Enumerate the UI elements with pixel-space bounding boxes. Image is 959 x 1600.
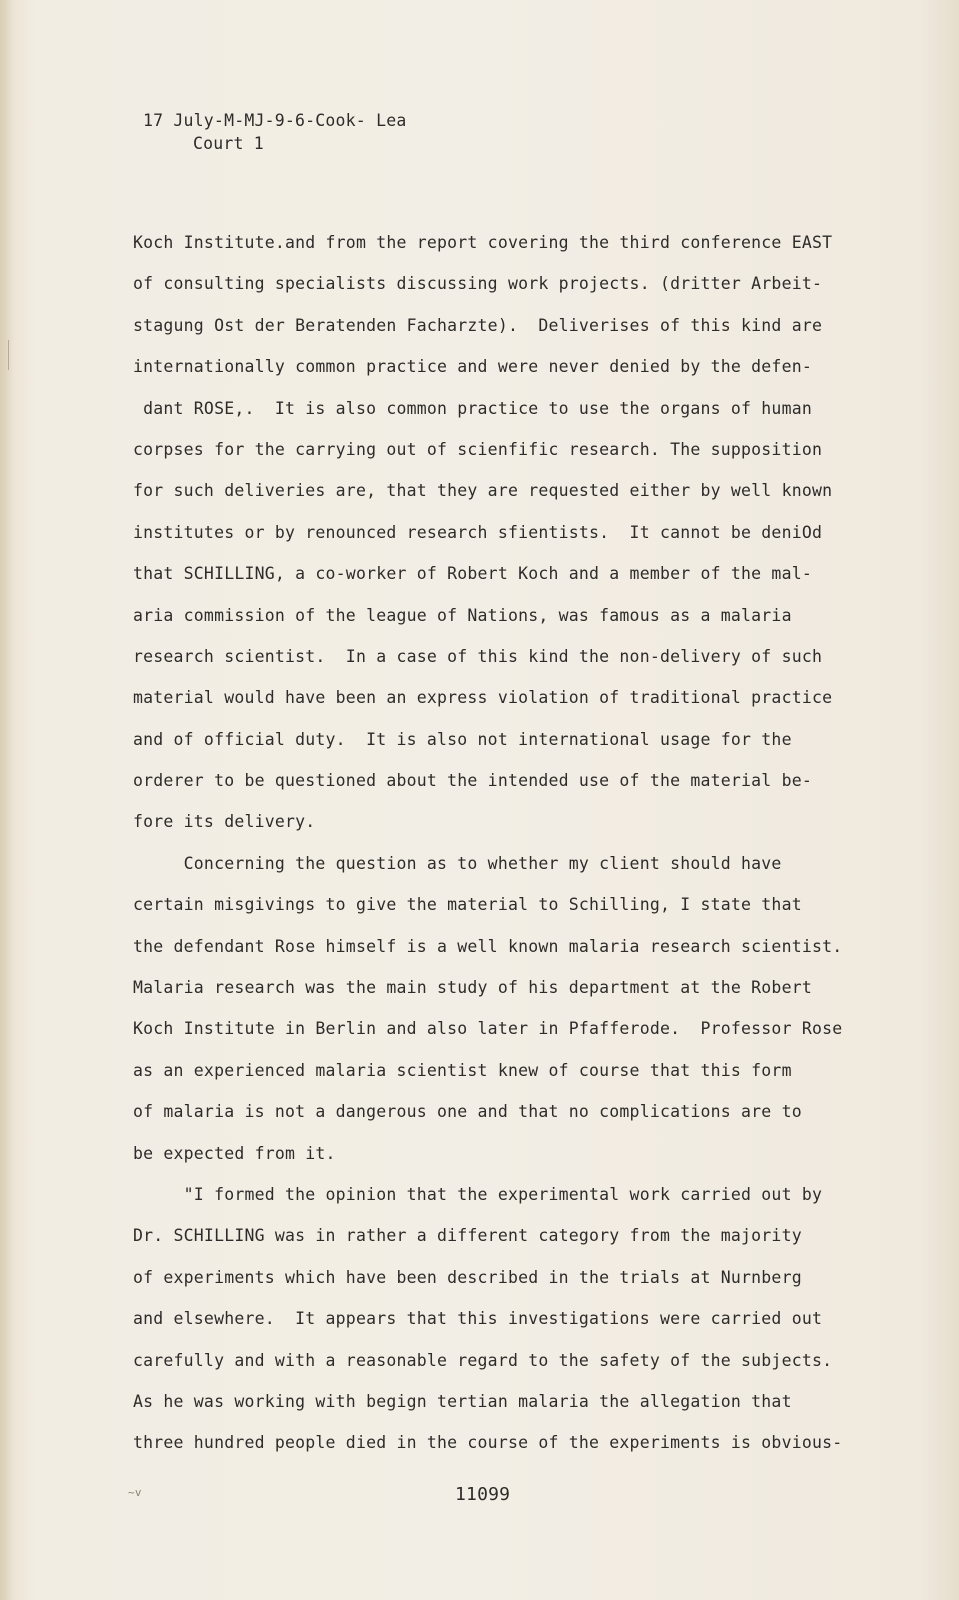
text-line: "I formed the opinion that the experimental work carried out by (133, 1184, 823, 1204)
text-line: and of official duty. It is also not international usage for the (133, 729, 792, 749)
text-line: as an experienced malaria scientist knew of course that this form (133, 1060, 792, 1080)
text-line: Dr. SCHILLING was in rather a different category from the majority (133, 1226, 802, 1246)
margin-mark (8, 340, 9, 370)
text-line: that SCHILLING, a co-worker of Robert Koch and a member of the mal- (133, 564, 812, 584)
text-line: and elsewhere. It appears that this investigations were carried out (133, 1309, 823, 1329)
text-line: material would have been an express violation of traditional practice (133, 688, 833, 708)
text-line: Malaria research was the main study of his department at the Robert (133, 978, 812, 998)
text-line: As he was working with begign tertian malaria the allegation that (133, 1391, 792, 1411)
text-line: fore its delivery. (133, 812, 316, 832)
text-line: the defendant Rose himself is a well known malaria research scientist. (133, 936, 843, 956)
text-line: stagung Ost der Beratenden Facharzte). Deliverises of this kind are (133, 315, 823, 335)
text-line: carefully and with a reasonable regard to the safety of the subjects. (133, 1350, 833, 1370)
body-text (133, 232, 853, 1474)
text-line: be expected from it. (133, 1143, 336, 1163)
text-line: aria commission of the league of Nations, was famous as a malaria (133, 605, 792, 625)
text-line: institutes or by renounced research sfientists. It cannot be deniOd (133, 522, 823, 542)
text-line: of experiments which have been described in the trials at Nurnberg (133, 1267, 802, 1287)
text-line: internationally common practice and were never denied by the defen- (133, 357, 812, 377)
text-line: of malaria is not a dangerous one and that no complications are to (133, 1102, 802, 1122)
header-reference-line: 17 July-M-MJ-9-6-Cook- Lea (143, 111, 407, 130)
header-court-line: Court 1 (193, 134, 264, 153)
text-line: orderer to be questioned about the intended use of the material be- (133, 771, 812, 791)
text-line: Concerning the question as to whether my client should have (133, 853, 782, 873)
text-line: three hundred people died in the course of the experiments is obvious- (133, 1433, 843, 1453)
page-edge-stain (0, 0, 14, 1600)
text-line: of consulting specialists discussing work projects. (dritter Arbeit- (133, 274, 823, 294)
text-line: certain misgivings to give the material to Schilling, I state that (133, 895, 802, 915)
text-line: Koch Institute in Berlin and also later in Pfafferode. Professor Rose (133, 1019, 843, 1039)
text-line: corpses for the carrying out of scienfific research. The supposition (133, 439, 823, 459)
text-line: research scientist. In a case of this kind the non-delivery of such (133, 646, 823, 666)
text-line: Koch Institute.and from the report covering the third conference EAST (133, 233, 833, 252)
corner-mark: ~v (128, 1486, 142, 1499)
text-line: dant ROSE,. It is also common practice to use the organs of human (133, 398, 812, 418)
page-number: 11099 (455, 1484, 511, 1505)
text-line: for such deliveries are, that they are requested either by well known (133, 481, 833, 501)
